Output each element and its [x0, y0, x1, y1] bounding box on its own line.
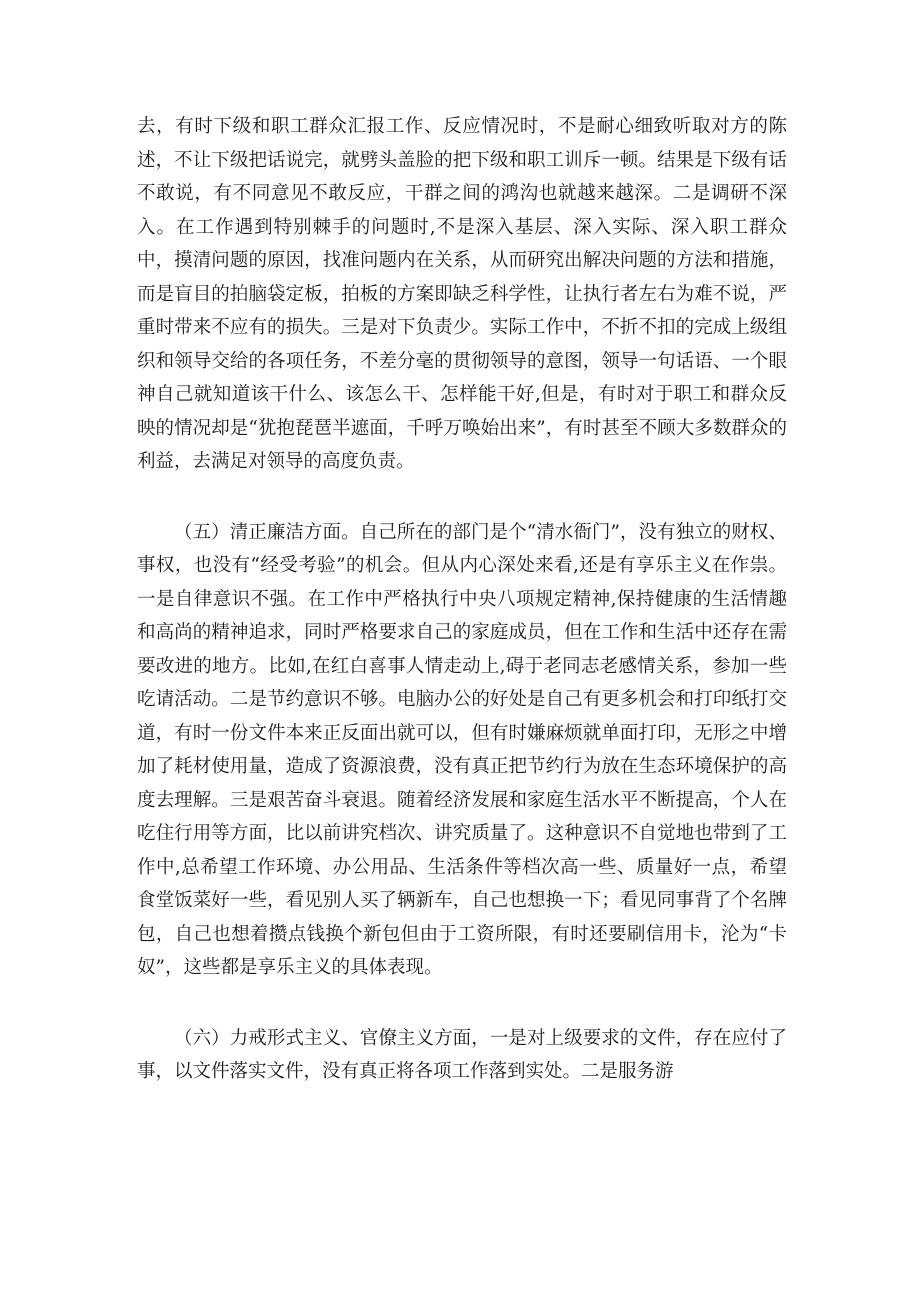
paragraph-section-6: （六）力戒形式主义、官僚主义方面，一是对上级要求的文件，存在应付了事，以文件落实文件，没有真正将各项工作落到实处。二是服务游 — [137, 1027, 787, 1082]
paragraph-section-5: （五）清正廉洁方面。自己所在的部门是个“清水衙门”，没有独立的财权、事权，也没有“经受考验”的机会。但从内心深处来看,还是有享乐主义在作祟。一是自律意识不强。在工作中严格执行中央八项规定精神,保持健康的生活情趣和高尚的精神追求，同时严格要求自己的家庭成员，但在工作和生活中还存在需要改进的地方。比如,在红白喜事人情走动上,碍于老同志老感情关系，参加一些吃请活动。二是节约意识不够。电脑办公的好处是自己有更多机会和打印纸打交道，有时一份文件本来正反面出就可以，但有时嫌麻烦就单面打印，无形之中增加了耗材使用量，造成了资源浪费，没有真正把节约行为放在生态环境保护的高度去理解。三是艰苦奋斗衰退。随着经济发展和家庭生活水平不断提高，个人在吃住行用等方面，比以前讲究档次、讲究质量了。这种意识不自觉地也带到了工作中,总希望工作环境、办公用品、生活条件等档次高一些、质量好一点，希望食堂饭菜好一些，看见别人买了辆新车，自己也想换一下；看见同事背了个名牌包，自己也想着攒点钱换个新包但由于工资所限，有时还要刷信用卡，沦为“卡奴”，这些都是享乐主义的具体表现。 — [137, 521, 787, 978]
paragraph-continuation: 去，有时下级和职工群众汇报工作、反应情况时，不是耐心细致听取对方的陈述，不让下级把话说完，就劈头盖脸的把下级和职工训斥一顿。结果是下级有话不敢说，有不同意见不敢反应，干群之间的鸿沟也就越来越深。二是调研不深入。在工作遇到特别棘手的问题时,不是深入基层、深入实际、深入职工群众中，摸清问题的原因，找准问题内在关系，从而研究出解决问题的方法和措施，而是盲目的拍脑袋定板，拍板的方案即缺乏科学性，让执行者左右为难不说，严重时带来不应有的损失。三是对下负责少。实际工作中，不折不扣的完成上级组织和领导交给的各项任务，不差分毫的贯彻领导的意图，领导一句话语、一个眼神自己就知道该干什么、该怎么干、怎样能干好,但是，有时对于职工和群众反映的情况却是“犹抱琵琶半遮面，千呼万唤始出来”，有时甚至不顾大多数群众的利益，去满足对领导的高度负责。 — [137, 116, 787, 472]
document-body — [137, 110, 787, 1089]
